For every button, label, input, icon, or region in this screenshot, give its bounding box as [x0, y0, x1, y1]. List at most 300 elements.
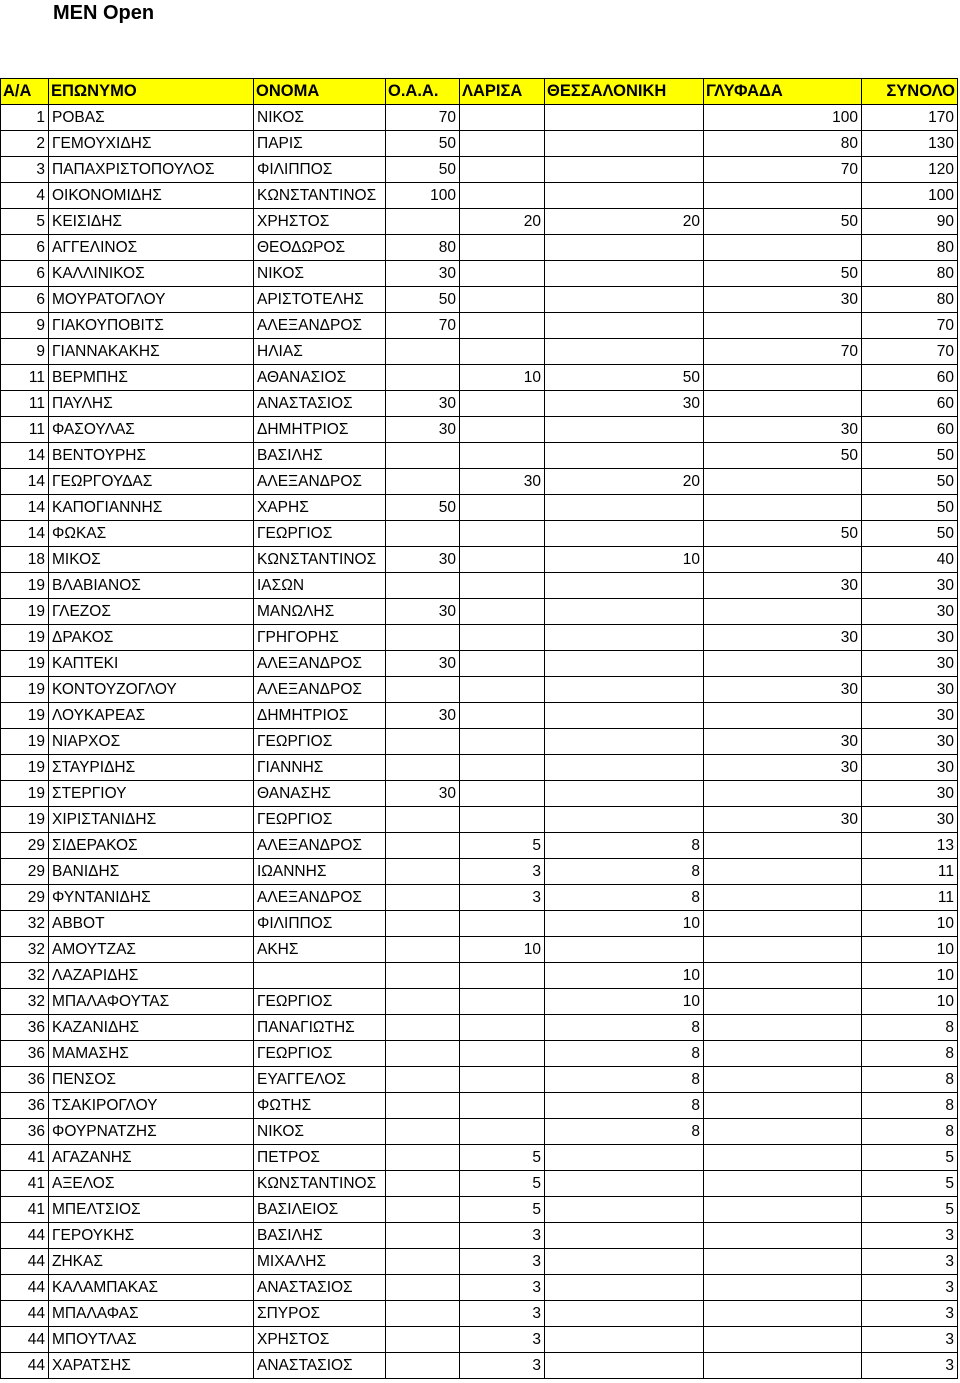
cell-name: ΘΑΝΑΣΗΣ	[254, 781, 386, 807]
cell-club	[386, 1327, 460, 1353]
cell-larisa: 5	[460, 1197, 545, 1223]
cell-rank: 19	[1, 625, 49, 651]
cell-glyfada	[704, 1067, 862, 1093]
cell-rank: 19	[1, 573, 49, 599]
cell-surname: ΣΤΕΡΓΙΟΥ	[49, 781, 254, 807]
cell-club	[386, 1275, 460, 1301]
cell-total: 80	[862, 261, 958, 287]
cell-rank: 32	[1, 937, 49, 963]
cell-total: 3	[862, 1301, 958, 1327]
cell-total: 70	[862, 339, 958, 365]
cell-larisa	[460, 703, 545, 729]
cell-surname: ΜΟΥΡΑΤΟΓΛΟΥ	[49, 287, 254, 313]
table-row	[1, 781, 958, 807]
table-row	[1, 573, 958, 599]
cell-thessaloniki	[545, 1145, 704, 1171]
cell-total: 10	[862, 963, 958, 989]
table-row	[1, 131, 958, 157]
cell-name: ΚΩΝΣΤΑΝΤΙΝΟΣ	[254, 547, 386, 573]
cell-thessaloniki	[545, 287, 704, 313]
cell-larisa	[460, 911, 545, 937]
cell-surname: ΖΗΚΑΣ	[49, 1249, 254, 1275]
cell-larisa	[460, 1067, 545, 1093]
cell-glyfada: 50	[704, 443, 862, 469]
cell-name: ΠΑΝΑΓΙΩΤΗΣ	[254, 1015, 386, 1041]
cell-total: 3	[862, 1327, 958, 1353]
cell-rank: 2	[1, 131, 49, 157]
cell-club: 30	[386, 261, 460, 287]
cell-total: 60	[862, 391, 958, 417]
cell-thessaloniki: 8	[545, 833, 704, 859]
cell-larisa	[460, 131, 545, 157]
cell-rank: 36	[1, 1093, 49, 1119]
cell-thessaloniki	[545, 573, 704, 599]
cell-name: ΘΕΟΔΩΡΟΣ	[254, 235, 386, 261]
cell-surname: ΤΣΑΚΙΡΟΓΛΟΥ	[49, 1093, 254, 1119]
cell-surname: ΚΕΙΣΙΔΗΣ	[49, 209, 254, 235]
cell-surname: ΠΑΠΑΧΡΙΣΤΟΠΟΥΛΟΣ	[49, 157, 254, 183]
cell-larisa	[460, 963, 545, 989]
cell-glyfada	[704, 469, 862, 495]
cell-rank: 19	[1, 599, 49, 625]
cell-club: 50	[386, 131, 460, 157]
cell-glyfada	[704, 1145, 862, 1171]
cell-name: ΙΑΣΩΝ	[254, 573, 386, 599]
cell-rank: 32	[1, 989, 49, 1015]
cell-glyfada	[704, 235, 862, 261]
cell-glyfada	[704, 1197, 862, 1223]
cell-surname: ΜΠΑΛΑΦΑΣ	[49, 1301, 254, 1327]
cell-rank: 18	[1, 547, 49, 573]
cell-larisa	[460, 339, 545, 365]
cell-thessaloniki	[545, 495, 704, 521]
cell-glyfada	[704, 1275, 862, 1301]
cell-larisa: 10	[460, 937, 545, 963]
cell-glyfada	[704, 547, 862, 573]
cell-name: ΚΩΝΣΤΑΝΤΙΝΟΣ	[254, 183, 386, 209]
cell-name	[254, 963, 386, 989]
cell-glyfada: 30	[704, 573, 862, 599]
cell-total: 3	[862, 1223, 958, 1249]
cell-thessaloniki	[545, 1327, 704, 1353]
cell-surname: ΚΑΠΤΕΚΙ	[49, 651, 254, 677]
cell-club: 30	[386, 599, 460, 625]
table-row	[1, 417, 958, 443]
cell-thessaloniki	[545, 1301, 704, 1327]
table-row	[1, 599, 958, 625]
cell-club	[386, 339, 460, 365]
cell-total: 30	[862, 599, 958, 625]
cell-thessaloniki: 10	[545, 547, 704, 573]
header-rank: Α/Α	[1, 79, 49, 105]
cell-rank: 36	[1, 1119, 49, 1145]
cell-club	[386, 1223, 460, 1249]
cell-rank: 19	[1, 781, 49, 807]
cell-name: ΔΗΜΗΤΡΙΟΣ	[254, 703, 386, 729]
table-row	[1, 495, 958, 521]
cell-name: ΓΕΩΡΓΙΟΣ	[254, 1041, 386, 1067]
cell-surname: ΚΑΠΟΓΙΑΝΝΗΣ	[49, 495, 254, 521]
cell-name: ΣΠΥΡΟΣ	[254, 1301, 386, 1327]
cell-rank: 19	[1, 677, 49, 703]
cell-surname: ΜΠΟΥΤΛΑΣ	[49, 1327, 254, 1353]
cell-surname: ΓΙΑΝΝΑΚΑΚΗΣ	[49, 339, 254, 365]
cell-thessaloniki	[545, 937, 704, 963]
cell-rank: 14	[1, 443, 49, 469]
cell-rank: 14	[1, 521, 49, 547]
cell-glyfada	[704, 1119, 862, 1145]
cell-name: ΑΝΑΣΤΑΣΙΟΣ	[254, 1275, 386, 1301]
cell-glyfada: 50	[704, 261, 862, 287]
cell-surname: ΜΑΜΑΣΗΣ	[49, 1041, 254, 1067]
cell-surname: ΓΕΡΟΥΚΗΣ	[49, 1223, 254, 1249]
table-row	[1, 807, 958, 833]
cell-larisa	[460, 547, 545, 573]
cell-glyfada	[704, 183, 862, 209]
table-row	[1, 313, 958, 339]
cell-larisa	[460, 677, 545, 703]
cell-name: ΜΙΧΑΛΗΣ	[254, 1249, 386, 1275]
cell-name: ΦΙΛΙΠΠΟΣ	[254, 157, 386, 183]
cell-rank: 11	[1, 417, 49, 443]
page-title: MEN Open	[53, 2, 155, 24]
cell-thessaloniki	[545, 131, 704, 157]
cell-club	[386, 1145, 460, 1171]
cell-club	[386, 1093, 460, 1119]
cell-name: ΗΛΙΑΣ	[254, 339, 386, 365]
cell-surname: ΑΓΑΖΑΝΗΣ	[49, 1145, 254, 1171]
cell-surname: ΦΑΣΟΥΛΑΣ	[49, 417, 254, 443]
cell-thessaloniki: 8	[545, 1041, 704, 1067]
table-row	[1, 1353, 958, 1379]
table-row	[1, 677, 958, 703]
cell-club	[386, 469, 460, 495]
cell-thessaloniki: 10	[545, 963, 704, 989]
cell-rank: 6	[1, 287, 49, 313]
cell-larisa: 3	[460, 1327, 545, 1353]
header-glyfada: ΓΛΥΦΑΔΑ	[704, 79, 862, 105]
table-row	[1, 1223, 958, 1249]
cell-total: 10	[862, 911, 958, 937]
cell-rank: 32	[1, 963, 49, 989]
cell-total: 3	[862, 1353, 958, 1379]
cell-rank: 44	[1, 1275, 49, 1301]
table-row	[1, 911, 958, 937]
cell-name: ΠΑΡΙΣ	[254, 131, 386, 157]
cell-thessaloniki	[545, 1171, 704, 1197]
cell-name: ΔΗΜΗΤΡΙΟΣ	[254, 417, 386, 443]
header-total: ΣΥΝΟΛΟ	[862, 79, 958, 105]
cell-surname: ΛΑΖΑΡΙΔΗΣ	[49, 963, 254, 989]
cell-larisa: 3	[460, 1249, 545, 1275]
cell-thessaloniki	[545, 1197, 704, 1223]
cell-larisa: 3	[460, 859, 545, 885]
table-row	[1, 105, 958, 131]
cell-glyfada: 80	[704, 131, 862, 157]
cell-surname: ΓΛΕΖΟΣ	[49, 599, 254, 625]
cell-total: 30	[862, 755, 958, 781]
cell-thessaloniki	[545, 339, 704, 365]
cell-club	[386, 833, 460, 859]
cell-larisa: 5	[460, 1171, 545, 1197]
cell-name: ΑΛΕΞΑΝΔΡΟΣ	[254, 833, 386, 859]
table-row	[1, 209, 958, 235]
cell-total: 50	[862, 495, 958, 521]
cell-club: 30	[386, 651, 460, 677]
cell-surname: ΓΙΑΚΟΥΠΟΒΙΤΣ	[49, 313, 254, 339]
cell-larisa	[460, 755, 545, 781]
cell-glyfada	[704, 1041, 862, 1067]
cell-glyfada	[704, 781, 862, 807]
header-club: Ο.Α.Α.	[386, 79, 460, 105]
cell-rank: 36	[1, 1041, 49, 1067]
cell-glyfada: 50	[704, 521, 862, 547]
cell-larisa: 5	[460, 833, 545, 859]
cell-club	[386, 807, 460, 833]
table-row	[1, 547, 958, 573]
cell-name: ΜΑΝΩΛΗΣ	[254, 599, 386, 625]
table-row	[1, 703, 958, 729]
cell-club: 70	[386, 105, 460, 131]
cell-surname: ΠΕΝΣΟΣ	[49, 1067, 254, 1093]
cell-glyfada	[704, 1015, 862, 1041]
cell-glyfada	[704, 1301, 862, 1327]
cell-thessaloniki	[545, 443, 704, 469]
cell-surname: ΒΑΝΙΔΗΣ	[49, 859, 254, 885]
cell-club	[386, 1015, 460, 1041]
cell-larisa	[460, 599, 545, 625]
table-row	[1, 235, 958, 261]
cell-rank: 29	[1, 885, 49, 911]
cell-total: 30	[862, 703, 958, 729]
cell-club	[386, 1197, 460, 1223]
cell-name: ΧΑΡΗΣ	[254, 495, 386, 521]
cell-total: 60	[862, 365, 958, 391]
cell-larisa	[460, 781, 545, 807]
cell-rank: 6	[1, 235, 49, 261]
table-row	[1, 1145, 958, 1171]
cell-total: 11	[862, 885, 958, 911]
cell-surname: ΓΕΩΡΓΟΥΔΑΣ	[49, 469, 254, 495]
cell-total: 30	[862, 807, 958, 833]
cell-thessaloniki	[545, 183, 704, 209]
cell-glyfada	[704, 313, 862, 339]
cell-total: 60	[862, 417, 958, 443]
cell-glyfada	[704, 1171, 862, 1197]
table-row	[1, 391, 958, 417]
cell-rank: 19	[1, 755, 49, 781]
cell-thessaloniki	[545, 1353, 704, 1379]
cell-name: ΓΕΩΡΓΙΟΣ	[254, 989, 386, 1015]
cell-larisa: 3	[460, 1223, 545, 1249]
cell-rank: 11	[1, 365, 49, 391]
cell-thessaloniki	[545, 1275, 704, 1301]
cell-rank: 4	[1, 183, 49, 209]
cell-rank: 11	[1, 391, 49, 417]
cell-rank: 19	[1, 651, 49, 677]
table-row	[1, 833, 958, 859]
cell-surname: ΧΑΡΑΤΣΗΣ	[49, 1353, 254, 1379]
cell-name: ΧΡΗΣΤΟΣ	[254, 209, 386, 235]
cell-thessaloniki: 8	[545, 1093, 704, 1119]
cell-larisa	[460, 105, 545, 131]
table-row	[1, 1067, 958, 1093]
cell-surname: ΟΙΚΟΝΟΜΙΔΗΣ	[49, 183, 254, 209]
cell-name: ΑΡΙΣΤΟΤΕΛΗΣ	[254, 287, 386, 313]
cell-total: 8	[862, 1041, 958, 1067]
cell-name: ΑΛΕΞΑΝΔΡΟΣ	[254, 651, 386, 677]
table-row	[1, 469, 958, 495]
table-row	[1, 365, 958, 391]
cell-total: 8	[862, 1093, 958, 1119]
cell-glyfada	[704, 1093, 862, 1119]
header-thessaloniki: ΘΕΣΣΑΛΟΝΙΚΗ	[545, 79, 704, 105]
cell-rank: 19	[1, 729, 49, 755]
cell-name: ΝΙΚΟΣ	[254, 105, 386, 131]
cell-rank: 9	[1, 339, 49, 365]
cell-glyfada	[704, 599, 862, 625]
cell-larisa	[460, 183, 545, 209]
cell-name: ΒΑΣΙΛΗΣ	[254, 443, 386, 469]
cell-total: 50	[862, 521, 958, 547]
cell-larisa	[460, 807, 545, 833]
table-row	[1, 1093, 958, 1119]
cell-surname: ΠΑΥΛΗΣ	[49, 391, 254, 417]
header-larisa: ΛΑΡΙΣΑ	[460, 79, 545, 105]
cell-club: 30	[386, 391, 460, 417]
cell-club	[386, 755, 460, 781]
cell-club	[386, 963, 460, 989]
cell-club	[386, 677, 460, 703]
cell-surname: ΓΕΜΟΥΧΙΔΗΣ	[49, 131, 254, 157]
table-row	[1, 859, 958, 885]
cell-total: 10	[862, 937, 958, 963]
cell-surname: ΚΟΝΤΟΥΖΟΓΛΟΥ	[49, 677, 254, 703]
cell-thessaloniki	[545, 599, 704, 625]
cell-name: ΑΝΑΣΤΑΣΙΟΣ	[254, 1353, 386, 1379]
cell-total: 50	[862, 443, 958, 469]
cell-larisa	[460, 235, 545, 261]
cell-club	[386, 1353, 460, 1379]
cell-total: 30	[862, 677, 958, 703]
table-row	[1, 157, 958, 183]
cell-larisa	[460, 1041, 545, 1067]
cell-rank: 44	[1, 1353, 49, 1379]
cell-name: ΒΑΣΙΛΕΙΟΣ	[254, 1197, 386, 1223]
table-row	[1, 989, 958, 1015]
cell-name: ΚΩΝΣΤΑΝΤΙΝΟΣ	[254, 1171, 386, 1197]
cell-surname: ΣΤΑΥΡΙΔΗΣ	[49, 755, 254, 781]
cell-name: ΑΛΕΞΑΝΔΡΟΣ	[254, 469, 386, 495]
table-row	[1, 261, 958, 287]
cell-name: ΑΘΑΝΑΣΙΟΣ	[254, 365, 386, 391]
cell-larisa	[460, 521, 545, 547]
cell-thessaloniki	[545, 651, 704, 677]
table-row	[1, 937, 958, 963]
cell-glyfada	[704, 495, 862, 521]
cell-surname: ΡΟΒΑΣ	[49, 105, 254, 131]
cell-surname: ΚΑΛΛΙΝΙΚΟΣ	[49, 261, 254, 287]
cell-larisa: 3	[460, 1301, 545, 1327]
cell-club	[386, 1171, 460, 1197]
cell-surname: ΑΒΒΟΤ	[49, 911, 254, 937]
cell-rank: 32	[1, 911, 49, 937]
cell-surname: ΒΛΑΒΙΑΝΟΣ	[49, 573, 254, 599]
cell-name: ΑΛΕΞΑΝΔΡΟΣ	[254, 885, 386, 911]
cell-rank: 14	[1, 495, 49, 521]
cell-rank: 29	[1, 833, 49, 859]
cell-name: ΑΛΕΞΑΝΔΡΟΣ	[254, 313, 386, 339]
cell-rank: 5	[1, 209, 49, 235]
cell-glyfada: 30	[704, 625, 862, 651]
cell-thessaloniki	[545, 313, 704, 339]
cell-larisa	[460, 989, 545, 1015]
table-row	[1, 755, 958, 781]
cell-name: ΝΙΚΟΣ	[254, 1119, 386, 1145]
cell-total: 30	[862, 781, 958, 807]
cell-total: 11	[862, 859, 958, 885]
cell-rank: 3	[1, 157, 49, 183]
cell-total: 13	[862, 833, 958, 859]
cell-club	[386, 1249, 460, 1275]
table-row	[1, 1041, 958, 1067]
cell-thessaloniki: 10	[545, 989, 704, 1015]
cell-larisa	[460, 443, 545, 469]
cell-surname: ΦΩΚΑΣ	[49, 521, 254, 547]
cell-larisa	[460, 313, 545, 339]
cell-rank: 6	[1, 261, 49, 287]
cell-larisa	[460, 495, 545, 521]
cell-surname: ΛΟΥΚΑΡΕΑΣ	[49, 703, 254, 729]
cell-thessaloniki	[545, 625, 704, 651]
cell-glyfada: 30	[704, 755, 862, 781]
cell-name: ΓΕΩΡΓΙΟΣ	[254, 729, 386, 755]
table-row	[1, 885, 958, 911]
cell-rank: 36	[1, 1067, 49, 1093]
cell-name: ΦΩΤΗΣ	[254, 1093, 386, 1119]
cell-name: ΒΑΣΙΛΗΣ	[254, 1223, 386, 1249]
table-row	[1, 339, 958, 365]
cell-total: 5	[862, 1145, 958, 1171]
cell-total: 170	[862, 105, 958, 131]
cell-total: 130	[862, 131, 958, 157]
cell-larisa	[460, 157, 545, 183]
cell-glyfada: 70	[704, 339, 862, 365]
cell-club	[386, 209, 460, 235]
cell-club	[386, 1301, 460, 1327]
cell-club: 100	[386, 183, 460, 209]
cell-club	[386, 885, 460, 911]
cell-club	[386, 729, 460, 755]
cell-club: 50	[386, 287, 460, 313]
cell-glyfada	[704, 989, 862, 1015]
cell-rank: 14	[1, 469, 49, 495]
cell-glyfada	[704, 885, 862, 911]
cell-name: ΑΝΑΣΤΑΣΙΟΣ	[254, 391, 386, 417]
cell-larisa	[460, 1093, 545, 1119]
cell-surname: ΔΡΑΚΟΣ	[49, 625, 254, 651]
cell-larisa	[460, 261, 545, 287]
cell-surname: ΚΑΛΑΜΠΑΚΑΣ	[49, 1275, 254, 1301]
cell-rank: 1	[1, 105, 49, 131]
cell-larisa	[460, 391, 545, 417]
cell-thessaloniki	[545, 1249, 704, 1275]
table-row	[1, 183, 958, 209]
cell-surname: ΧΙΡΙΣΤΑΝΙΔΗΣ	[49, 807, 254, 833]
cell-larisa	[460, 729, 545, 755]
cell-larisa: 10	[460, 365, 545, 391]
cell-club	[386, 521, 460, 547]
